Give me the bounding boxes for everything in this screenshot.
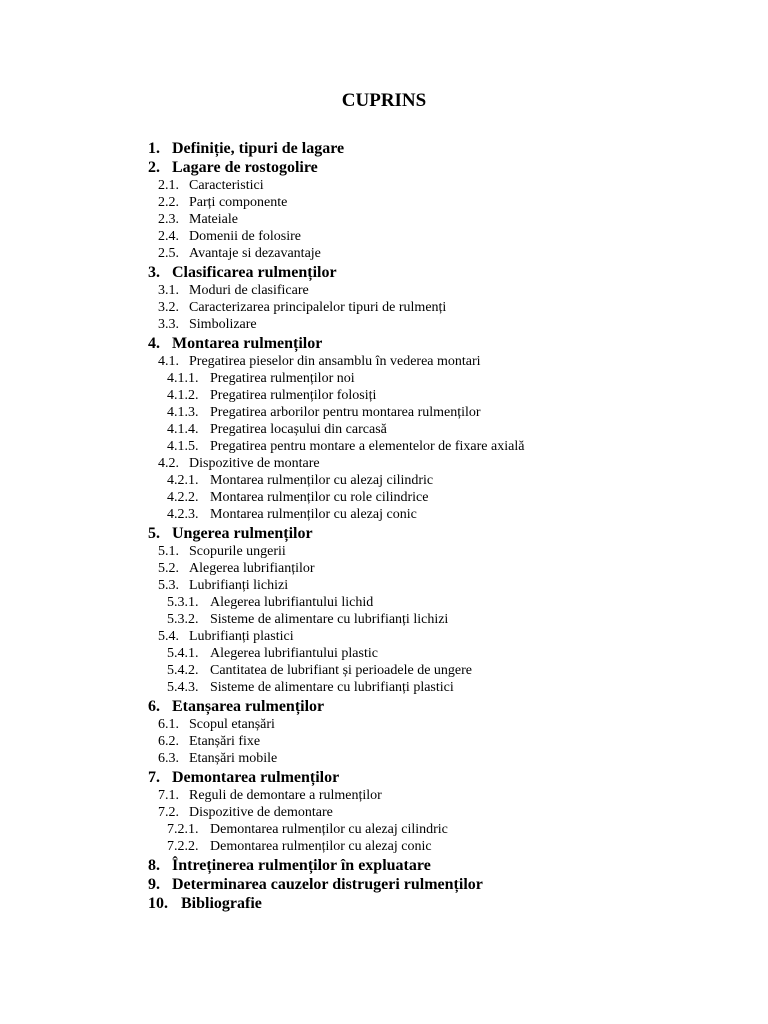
toc-entry (158, 229, 301, 245)
toc-entry-text: Alegerea lubrifianților (189, 561, 315, 576)
toc-entry (148, 895, 262, 913)
toc-entry-number: 2.2. (158, 195, 179, 210)
toc-entry (158, 751, 277, 767)
toc-entry-number: 5.3.1. (167, 595, 199, 610)
page-title: CUPRINS (341, 90, 427, 111)
toc-entry-number: 4.2.1. (167, 473, 199, 488)
toc-entry-number: 4.2.3. (167, 507, 199, 522)
toc-entry-text: Alegerea lubrifiantului plastic (210, 646, 378, 661)
toc-entry-number: 7.2.1. (167, 822, 199, 837)
toc-entry-text: Montarea rulmenților cu alezaj conic (210, 507, 417, 522)
toc-entry-text: Definiție, tipuri de lagare (172, 140, 345, 157)
toc-entry-number: 4.1. (158, 354, 179, 369)
toc-entry (167, 612, 448, 628)
toc-entry (167, 388, 376, 404)
toc-entry-number: 6.3. (158, 751, 179, 766)
toc-entry (158, 456, 320, 472)
toc-entry-text: Dispozitive de montare (189, 456, 320, 471)
toc-entry (167, 405, 481, 421)
toc-entry-text: Pregatirea rulmenților folosiți (210, 388, 377, 403)
toc-entry-number: 2.5. (158, 246, 179, 261)
toc-entry-number: 2.1. (158, 178, 179, 193)
toc-entry-text: Pregatirea pieselor din ansamblu în vederea montari (189, 354, 481, 369)
toc-entry (167, 663, 472, 679)
toc-entry (167, 646, 378, 662)
toc-entry-number: 5.4.2. (167, 663, 199, 678)
toc-entry (148, 698, 324, 716)
toc-entry (167, 680, 454, 696)
toc-entry (148, 525, 313, 543)
toc-entry-number: 3.3. (158, 317, 179, 332)
toc-entry-text: Pregatirea locașului din carcasă (210, 422, 387, 437)
toc-entry-text: Scopul etanșări (189, 717, 275, 732)
toc-entry-number: 4. (148, 335, 160, 352)
toc-entry-text: Mateiale (189, 212, 238, 227)
toc-entry-text: Montarea rulmenților cu alezaj cilindric (210, 473, 434, 488)
toc-entry-number: 6. (148, 698, 160, 715)
toc-entry-text: Scopurile ungerii (189, 544, 286, 559)
toc-entry-text: Avantaje si dezavantaje (189, 246, 321, 261)
toc-entry (158, 805, 333, 821)
toc-entry (158, 734, 260, 750)
toc-entry-number: 3.1. (158, 283, 179, 298)
toc-entry (158, 717, 275, 733)
toc-entry-text: Clasificarea rulmenților (172, 264, 337, 281)
toc-entry-number: 7.1. (158, 788, 179, 803)
toc-entry-text: Lubrifianți plastici (189, 629, 294, 644)
toc-entry-text: Demontarea rulmenților cu alezaj cilindric (210, 822, 448, 837)
toc-entry-number: 3. (148, 264, 160, 281)
toc-entry-number: 5.3.2. (167, 612, 199, 627)
toc-entry-number: 7. (148, 769, 160, 786)
toc-entry-number: 6.2. (158, 734, 179, 749)
toc-entry-text: Sisteme de alimentare cu lubrifianți lichizi (210, 612, 449, 627)
toc-entry-text: Determinarea cauzelor distrugeri rulmenților (172, 876, 483, 893)
toc-entry-text: Lubrifianți lichizi (189, 578, 289, 593)
toc-entry (158, 300, 446, 316)
toc-entry (148, 335, 322, 353)
toc-entry-number: 2.3. (158, 212, 179, 227)
toc-entry (158, 578, 288, 594)
toc-entry-text: Dispozitive de demontare (189, 805, 333, 820)
toc-entry-number: 7.2.2. (167, 839, 199, 854)
toc-entry-number: 5. (148, 525, 160, 542)
toc-entry-number: 7.2. (158, 805, 179, 820)
toc-entry (167, 595, 373, 611)
toc-entry (158, 788, 382, 804)
toc-entry-number: 5.3. (158, 578, 179, 593)
toc-entry (148, 857, 431, 875)
toc-entry-number: 9. (148, 876, 160, 893)
toc-entry-number: 4.1.1. (167, 371, 199, 386)
toc-entry-number: 3.2. (158, 300, 179, 315)
toc-entry (158, 178, 264, 194)
toc-entry (158, 212, 238, 228)
toc-entry-number: 5.4. (158, 629, 179, 644)
toc-entry (148, 140, 344, 158)
toc-entry-number: 4.2. (158, 456, 179, 471)
toc-entry-number: 5.1. (158, 544, 179, 559)
toc-entry-text: Demontarea rulmenților (172, 769, 340, 786)
toc-entry (158, 354, 481, 370)
toc-entry-number: 4.1.3. (167, 405, 199, 420)
toc-entry (148, 159, 318, 177)
toc-entry-text: Sisteme de alimentare cu lubrifianți plastici (210, 680, 454, 695)
toc-entry-text: Domenii de folosire (189, 229, 301, 244)
toc-entry (167, 839, 432, 855)
toc-entry-text: Montarea rulmenților cu role cilindrice (210, 490, 429, 505)
toc-entry (167, 422, 387, 438)
toc-entry-text: Etanșări fixe (189, 734, 261, 749)
toc-entry-text: Pregatirea rulmenților noi (210, 371, 355, 386)
toc-entry-text: Pregatirea arborilor pentru montarea rulmenților (210, 405, 481, 420)
toc-entry-text: Parți componente (189, 195, 288, 210)
toc-entry-number: 5.4.1. (167, 646, 199, 661)
toc-entry (158, 561, 315, 577)
toc-entry-number: 5.2. (158, 561, 179, 576)
toc-entry (158, 317, 257, 333)
toc-entry-text: Caracteristici (189, 178, 264, 193)
toc-entry-number: 5.4.3. (167, 680, 199, 695)
toc-entry-number: 4.1.2. (167, 388, 199, 403)
toc-entry (148, 264, 337, 282)
toc-entry-number: 2.4. (158, 229, 179, 244)
toc-entry-text: Moduri de clasificare (189, 283, 309, 298)
toc-entry-text: Etanșări mobile (189, 751, 278, 766)
toc-entry-text: Reguli de demontare a rulmenților (189, 788, 382, 803)
toc-entry (167, 371, 355, 387)
toc-entry (167, 507, 417, 523)
toc-entry-number: 8. (148, 857, 160, 874)
toc-entry (158, 283, 309, 299)
toc-entry-number: 4.1.5. (167, 439, 199, 454)
toc-entry-text: Demontarea rulmenților cu alezaj conic (210, 839, 432, 854)
toc-entry-text: Cantitatea de lubrifiant și perioadele de ungere (210, 663, 473, 678)
toc-entry (167, 822, 448, 838)
toc-entry (148, 876, 483, 894)
toc-entry-text: Caracterizarea principalelor tipuri de rulmenți (189, 300, 447, 315)
toc-entry-number: 1. (148, 140, 160, 157)
toc-entry (158, 246, 321, 262)
toc-entry (158, 544, 286, 560)
toc-entry-text: Montarea rulmenților (172, 335, 323, 352)
toc-entry-text: Bibliografie (181, 895, 262, 912)
toc-entry-number: 2. (148, 159, 160, 176)
toc-entry (167, 490, 428, 506)
toc-entry (148, 769, 339, 787)
toc-entry (167, 439, 524, 455)
toc-entry-text: Etanșarea rulmenților (172, 698, 325, 715)
toc-entry (158, 195, 287, 211)
toc-entry-number: 6.1. (158, 717, 179, 732)
toc-entry-text: Întreținerea rulmenților în expluatare (172, 857, 431, 874)
toc-entry-text: Pregatirea pentru montare a elementelor de fixare axială (210, 439, 525, 454)
toc-entry-text: Lagare de rostogolire (172, 159, 318, 176)
toc-entry-text: Ungerea rulmenților (172, 525, 313, 542)
toc-entry (167, 473, 433, 489)
toc-entry-number: 10. (148, 895, 168, 912)
toc-entry (158, 629, 294, 645)
toc-entry-number: 4.1.4. (167, 422, 199, 437)
toc-entry-text: Alegerea lubrifiantului lichid (210, 595, 374, 610)
toc-entry-text: Simbolizare (189, 317, 257, 332)
toc-entry-number: 4.2.2. (167, 490, 199, 505)
